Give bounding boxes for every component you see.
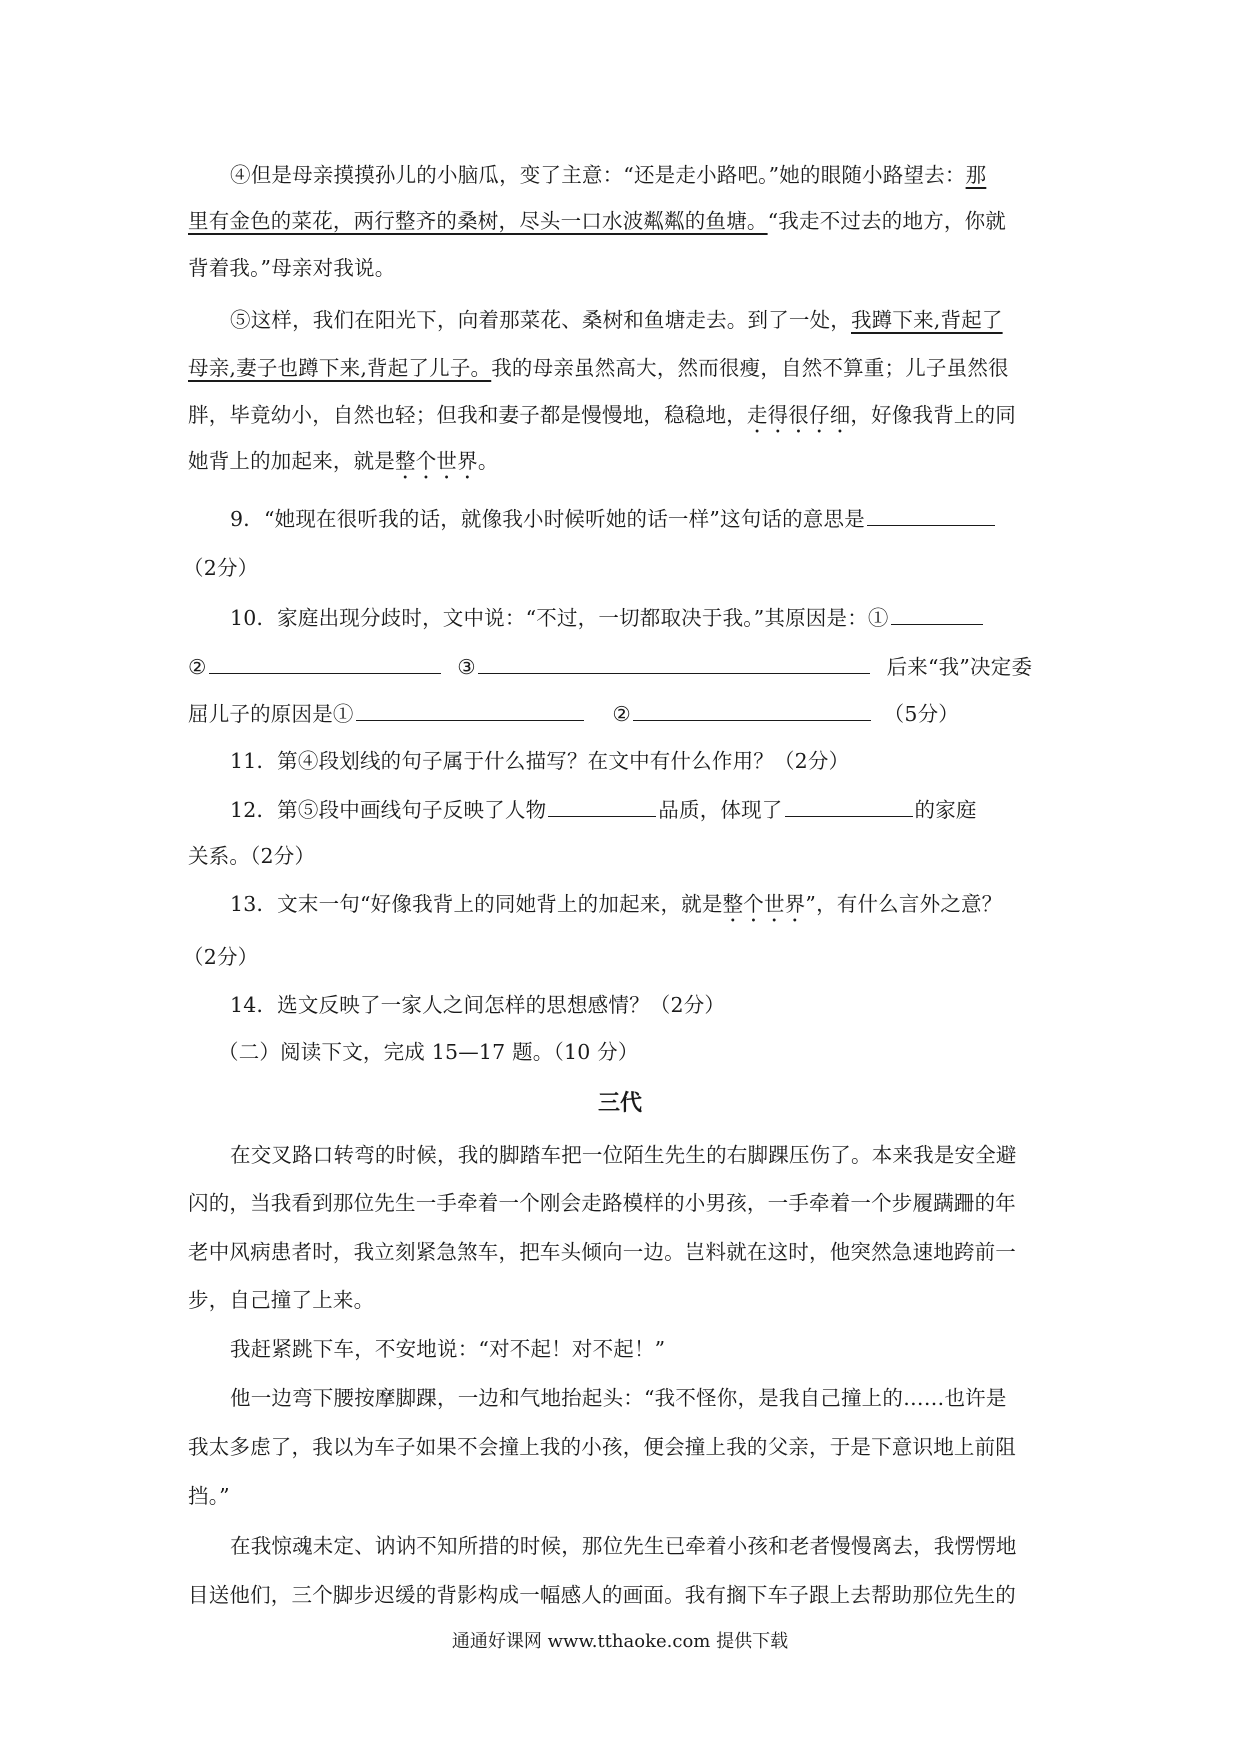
- text-span: 背着我。”母亲对我说。: [188, 256, 396, 280]
- question-12-line1: [230, 794, 1060, 825]
- question-13: [230, 889, 1060, 927]
- question-text: 11．第④段划线的句子属于什么描写？在文中有什么作用？（2分）: [230, 749, 850, 773]
- para5-line1: [230, 305, 1060, 335]
- underlined-sentence: 里有金色的菜花，两行整齐的桑树，尽头一口水波粼粼的鱼塘。: [188, 209, 768, 233]
- text-span: ④但是母亲摸摸孙儿的小脑瓜，变了主意：“还是走小路吧。”她的眼随小路望去：: [230, 163, 966, 187]
- text-span: 胖，毕竟幼小，自然也轻；但我和妻子都是慢慢地，稳稳地，: [188, 403, 747, 427]
- answer-blank[interactable]: [478, 651, 870, 674]
- score-label: （2分）: [183, 945, 259, 969]
- answer-blank[interactable]: [209, 651, 441, 674]
- question-11: [230, 746, 1060, 776]
- question-10-line3: [188, 698, 1058, 729]
- answer-blank[interactable]: [356, 698, 584, 721]
- text-span: 。: [477, 449, 499, 473]
- text-span: “我走不过去的地方，你就: [767, 209, 1006, 233]
- story-p3-line3: 挡。”: [188, 1484, 230, 1508]
- question-text: 品质，体现了: [658, 798, 783, 822]
- answer-blank[interactable]: [785, 794, 913, 817]
- question-text: ”，有什么言外之意？: [805, 892, 1003, 916]
- page-footer: 通通好课网 www.tthaoke.com 提供下载: [451, 1631, 789, 1652]
- question-13-score: [183, 942, 1053, 972]
- answer-blank[interactable]: [891, 602, 983, 625]
- question-text: 的家庭: [914, 798, 977, 822]
- section-2-heading: [218, 1037, 1058, 1067]
- para4-line1: [230, 160, 1060, 190]
- question-text: 12．第⑤段中画线句子反映了人物: [230, 798, 547, 822]
- blank-marker: ②: [612, 702, 631, 726]
- text-span: 我的母亲虽然高大，然而很瘦，自然不算重；儿子虽然很: [491, 356, 1009, 380]
- underlined-sentence: 那: [965, 163, 987, 187]
- question-text: 9．“她现在很听我的话，就像我小时候听她的话一样”这句话的意思是: [230, 507, 865, 531]
- question-10-line1: [230, 602, 1060, 633]
- blank-marker: ③: [457, 655, 476, 679]
- dotted-emphasis: 整个世界: [395, 449, 478, 473]
- question-text: 14．选文反映了一家人之间怎样的思想感情？（2分）: [230, 993, 726, 1017]
- underlined-sentence: 我蹲下来,背起了: [851, 308, 1003, 332]
- question-10-line2: [188, 651, 1058, 682]
- para4-line3: [188, 253, 1058, 283]
- story-p3-line2: 我太多虑了，我以为车子如果不会撞上我的小孩，便会撞上我的父亲，于是下意识地上前阻: [188, 1435, 1016, 1459]
- answer-blank[interactable]: [548, 794, 656, 817]
- answer-blank[interactable]: [867, 503, 995, 526]
- question-9: [230, 503, 1060, 534]
- question-text: 关系。（2分）: [188, 844, 316, 868]
- question-text: 屈儿子的原因是①: [188, 702, 354, 726]
- question-text: 13．文末一句“好像我背上的同她背上的加起来，就是: [230, 892, 723, 916]
- story-p4-line1: 在我惊魂未定、讷讷不知所措的时候，那位先生已牵着小孩和老者慢慢离去，我愣愣地: [230, 1534, 1017, 1558]
- text-span: 她背上的加起来，就是: [188, 449, 395, 473]
- text-span: ，好像我背上的同: [850, 403, 1017, 427]
- blank-marker: ②: [188, 655, 207, 679]
- para4-line2: [188, 206, 1058, 236]
- question-14: [230, 990, 1060, 1020]
- story-p1-line2: 闪的，当我看到那位先生一手牵着一个刚会走路模样的小男孩，一手牵着一个步履蹒跚的年: [188, 1191, 1016, 1215]
- story-title: 三代: [597, 1090, 642, 1116]
- story-p4-line2: 目送他们，三个脚步迟缓的背影构成一幅感人的画面。我有搁下车子跟上去帮助那位先生的: [188, 1583, 1016, 1607]
- question-12-line2: [188, 841, 1058, 871]
- question-text: 后来“我”决定委: [886, 655, 1033, 679]
- story-p1-line1: 在交叉路口转弯的时候，我的脚踏车把一位陌生先生的右脚踝压伤了。本来我是安全避: [230, 1143, 1017, 1167]
- para5-line2: [188, 353, 1058, 383]
- story-p2: 我赶紧跳下车，不安地说：“对不起！对不起！”: [230, 1337, 666, 1361]
- question-text: 10．家庭出现分歧时，文中说：“不过，一切都取决于我。”其原因是：①: [230, 606, 889, 630]
- dotted-emphasis: 走得很仔细: [746, 403, 851, 427]
- section-heading-text: （二）阅读下文，完成 15—17 题。（10 分）: [218, 1040, 639, 1064]
- para5-line3: [188, 400, 1058, 438]
- score-label: （2分）: [183, 556, 259, 580]
- dotted-emphasis: 整个世界: [722, 892, 806, 916]
- underlined-sentence: 母亲,妻子也蹲下来,背起了儿子。: [188, 356, 492, 380]
- story-p3-line1: 他一边弯下腰按摩脚踝，一边和气地抬起头：“我不怪你，是我自己撞上的……也许是: [230, 1386, 1007, 1410]
- answer-blank[interactable]: [633, 698, 871, 721]
- score-label: （5分）: [883, 702, 959, 726]
- para5-line4: [188, 446, 1058, 484]
- text-span: ⑤这样，我们在阳光下，向着那菜花、桑树和鱼塘走去。到了一处，: [230, 308, 851, 332]
- question-9-score: [183, 553, 1053, 583]
- story-p1-line4: 步，自己撞了上来。: [188, 1288, 375, 1312]
- story-p1-line3: 老中风病患者时，我立刻紧急煞车，把车头倾向一边。岂料就在这时，他突然急速地跨前一: [188, 1240, 1016, 1264]
